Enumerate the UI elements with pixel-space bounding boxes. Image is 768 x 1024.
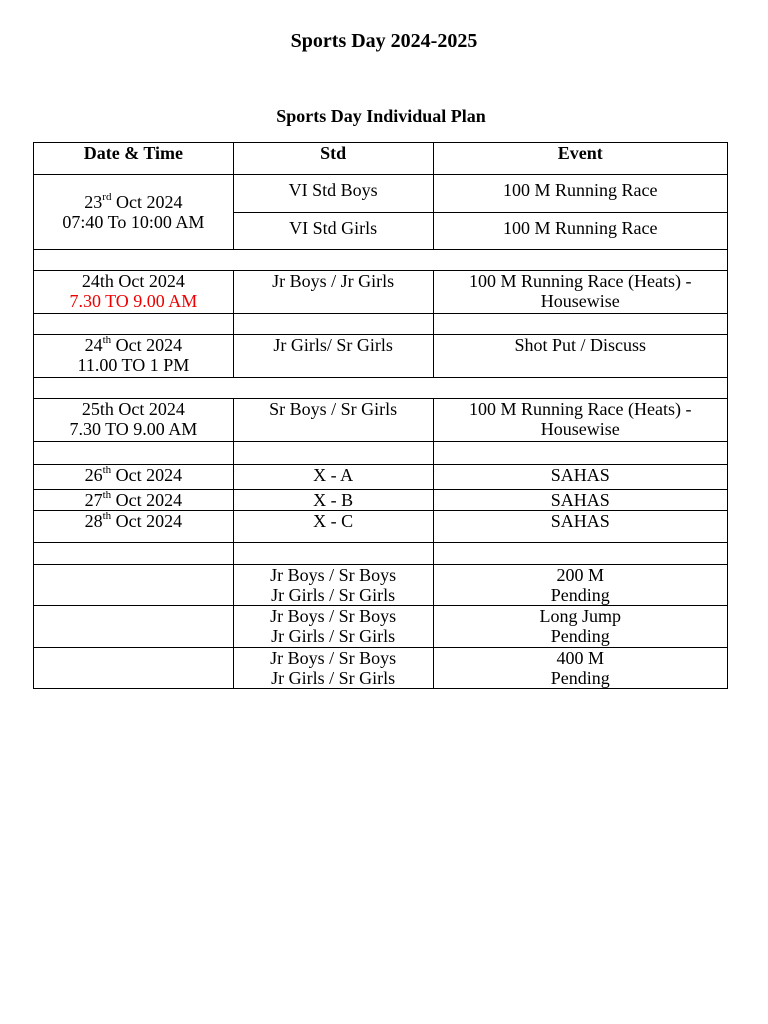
- table-row: [34, 490, 728, 511]
- std-cell: X - B: [233, 490, 433, 511]
- table-row: [34, 271, 728, 314]
- spacer-row: [34, 314, 728, 335]
- table-row: [34, 511, 728, 543]
- date-cell: [34, 606, 234, 648]
- table-row: [34, 648, 728, 689]
- table-row: [34, 335, 728, 378]
- table-row: [34, 399, 728, 442]
- time-text: 7.30 TO 9.00 AM: [69, 419, 198, 439]
- table-row: [34, 606, 728, 648]
- std-cell: Jr Girls/ Sr Girls: [233, 335, 433, 378]
- date-cell: 27th Oct 2024: [34, 490, 234, 511]
- std-cell: Sr Boys / Sr Girls: [233, 399, 433, 442]
- spacer-row: [34, 442, 728, 465]
- date-cell: [34, 399, 234, 442]
- event-cell: SAHAS: [433, 490, 727, 511]
- sports-plan-table: [33, 142, 728, 689]
- std-cell: X - C: [233, 511, 433, 543]
- table-row: [34, 565, 728, 606]
- date-cell: [34, 335, 234, 378]
- table-header-row: [34, 143, 728, 175]
- spacer-row: [34, 378, 728, 399]
- spacer-row: [34, 543, 728, 565]
- time-text: 7.30 TO 9.00 AM: [69, 291, 198, 311]
- spacer-row: [34, 250, 728, 271]
- event-cell: 100 M Running Race: [433, 213, 727, 250]
- event-cell: 400 M Pending: [433, 648, 727, 689]
- plan-subtitle: Sports Day Individual Plan: [276, 106, 486, 126]
- std-cell: Jr Boys / Jr Girls: [233, 271, 433, 314]
- date-cell: [34, 271, 234, 314]
- date-cell: 28th Oct 2024: [34, 511, 234, 543]
- std-cell: VI Std Girls: [233, 213, 433, 250]
- header-std: Std: [233, 143, 433, 175]
- date-cell: [34, 175, 234, 250]
- time-text: 07:40 To 10:00 AM: [62, 212, 205, 232]
- std-cell: VI Std Boys: [233, 175, 433, 213]
- document-title: Sports Day 2024-2025: [290, 30, 478, 52]
- date-text: 24th Oct 2024: [81, 271, 185, 291]
- event-cell: Long Jump Pending: [433, 606, 727, 648]
- std-cell: Jr Boys / Sr Boys Jr Girls / Sr Girls: [233, 606, 433, 648]
- date-text: 24th Oct 2024: [84, 334, 183, 355]
- event-cell: SAHAS: [433, 511, 727, 543]
- time-text: 11.00 TO 1 PM: [77, 355, 190, 375]
- std-cell: Jr Boys / Sr Boys Jr Girls / Sr Girls: [233, 648, 433, 689]
- table-row: [34, 465, 728, 490]
- event-cell: 100 M Running Race: [433, 175, 727, 213]
- event-cell: 100 M Running Race (Heats) - Housewise: [433, 271, 727, 314]
- header-date-time: Date & Time: [34, 143, 234, 175]
- table-row: [34, 175, 728, 213]
- date-text: 25th Oct 2024: [81, 399, 185, 419]
- std-cell: Jr Boys / Sr Boys Jr Girls / Sr Girls: [233, 565, 433, 606]
- date-cell: [34, 648, 234, 689]
- date-text: 23rd Oct 2024: [84, 191, 183, 212]
- event-cell: Shot Put / Discuss: [433, 335, 727, 378]
- header-event: Event: [433, 143, 727, 175]
- date-cell: 26th Oct 2024: [34, 465, 234, 490]
- event-cell: 100 M Running Race (Heats) - Housewise: [433, 399, 727, 442]
- std-cell: X - A: [233, 465, 433, 490]
- event-cell: SAHAS: [433, 465, 727, 490]
- date-cell: [34, 565, 234, 606]
- event-cell: 200 M Pending: [433, 565, 727, 606]
